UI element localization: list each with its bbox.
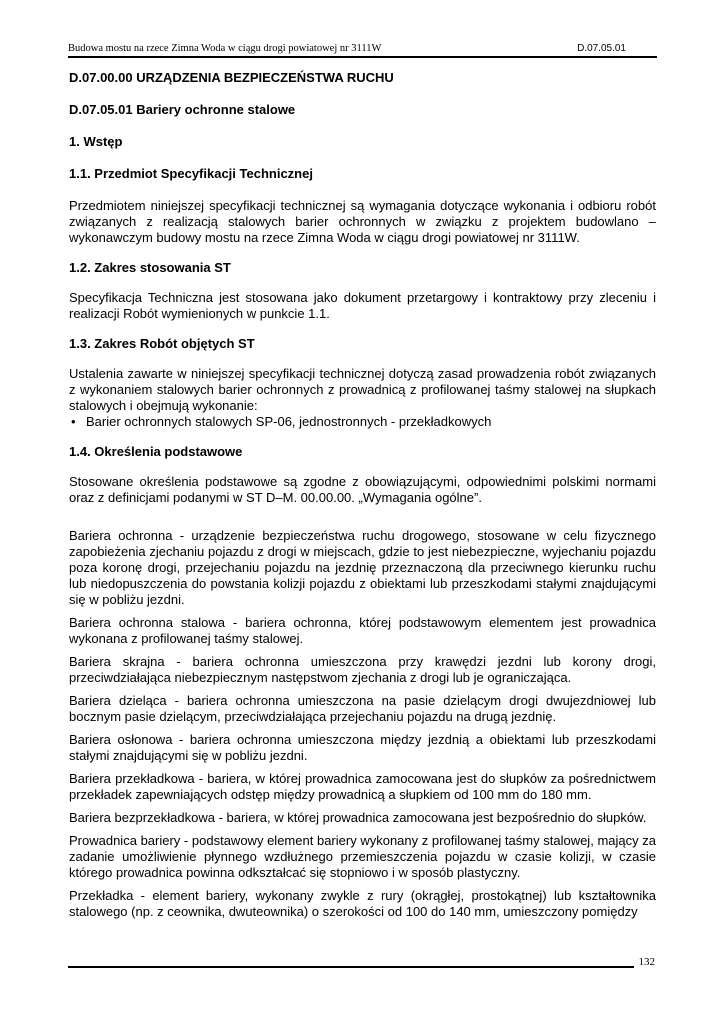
- document-body: [69, 66, 656, 920]
- definition-paragraph: Przekładka - element bariery, wykonany zwykle z rury (okrągłej, prostokątnej) lub kształtownika stalowego (np. z ceownika, dwuteownika) o szerokości od 100 do 140 mm, umieszczony pomiędzy: [69, 888, 656, 919]
- definition-paragraph: Prowadnica bariery - podstawowy element bariery wykonany z profilowanej taśmy stalowej, mający za zadanie umożliwienie płynnego wzdłużnego przemieszczenia pojazdu w czasie kolizji, w czasie którego prowadnica powinna odkształcać się stopniowo i w sposób plastyczny.: [69, 833, 656, 880]
- list-item: [69, 414, 656, 430]
- page-number: 132: [638, 956, 655, 968]
- section-heading-1-3: 1.3. Zakres Robót objętych ST: [69, 336, 255, 351]
- paragraph-1-1: Przedmiotem niniejszej specyfikacji technicznej są wymagania dotyczące wykonania i odbioru robót związanych z realizacją stalowych barier ochronnych w związku z projektem budowlano – wykonawczym budowy mostu na rzece Zimna Woda w ciągu drogi powiatowej nr 3111W.: [69, 198, 656, 245]
- header-code: D.07.05.01: [577, 43, 626, 54]
- section-heading-1-2: 1.2. Zakres stosowania ST: [69, 260, 231, 275]
- list-item-text: Barier ochronnych stalowych SP-06, jednostronnych - przekładkowych: [86, 414, 492, 429]
- definition-paragraph: Bariera bezprzekładkowa - bariera, w której prowadnica zamocowana jest bezpośrednio do słupków.: [69, 810, 647, 825]
- paragraph-1-3: Ustalenia zawarte w niniejszej specyfikacji technicznej dotyczą zasad prowadzenia robót związanych z wykonaniem stalowych barier ochronnych z prowadnicą z profilowanej taśmy stalowej na słupkach stalowych i obejmują wykonanie:: [69, 366, 656, 413]
- footer-rule: [68, 966, 634, 968]
- sub-heading: D.07.05.01 Bariery ochronne stalowe: [69, 102, 296, 117]
- header-rule: [68, 56, 657, 58]
- page-header: [68, 43, 656, 54]
- bullet-icon: •: [71, 414, 76, 429]
- section-heading-1-1: 1.1. Przedmiot Specyfikacji Technicznej: [69, 166, 313, 181]
- section-heading-1: 1. Wstęp: [69, 134, 123, 149]
- paragraph-1-2: Specyfikacja Techniczna jest stosowana jako dokument przetargowy i kontraktowy przy zleceniu i realizacji Robót wymienionych w punkcie 1.1.: [69, 290, 656, 321]
- section-heading-1-4: 1.4. Określenia podstawowe: [69, 444, 243, 459]
- main-heading: D.07.00.00 URZĄDZENIA BEZPIECZEŃSTWA RUCHU: [69, 70, 394, 85]
- header-title: Budowa mostu na rzece Zimna Woda w ciągu drogi powiatowej nr 3111W: [68, 43, 382, 54]
- definition-paragraph: Bariera dzieląca - bariera ochronna umieszczona na pasie dzielącym drogi dwujezdniowej lub bocznym pasie dzielącym, przeciwdziałająca przejechaniu pojazdu na drugą jezdnię.: [69, 693, 656, 724]
- definition-paragraph: Bariera osłonowa - bariera ochronna umieszczona między jezdnią a obiektami lub przeszkodami stałymi znajdującymi się w pobliżu jezdni.: [69, 732, 656, 763]
- paragraph-1-4: Stosowane określenia podstawowe są zgodne z obowiązującymi, odpowiednimi polskimi normami oraz z definicjami podanymi w ST D–M. 00.00.00. „Wymagania ogólne”.: [69, 474, 656, 505]
- definition-paragraph: Bariera przekładkowa - bariera, w której prowadnica zamocowana jest do słupków za pośrednictwem przekładek zapewniających odstęp między prowadnicą a słupkiem od 100 mm do 180 mm.: [69, 771, 656, 802]
- definition-paragraph: Bariera ochronna - urządzenie bezpieczeństwa ruchu drogowego, stosowane w celu fizycznego zapobieżenia zjechaniu pojazdu z drogi w miejscach, gdzie to jest niebezpieczne, wyjechaniu pojazdu poza koronę drogi, przejechaniu pojazdu na jezdnię przeznaczoną dla przeciwnego kierunku ruchu lub niedopuszczenia do powstania kolizji pojazdu z obiektami lub przeszkodami stałymi znajdującymi się w pobliżu jezdni.: [69, 528, 656, 607]
- definition-paragraph: Bariera ochronna stalowa - bariera ochronna, której podstawowym elementem jest prowadnica wykonana z profilowanej taśmy stalowej.: [69, 615, 656, 646]
- definition-paragraph: Bariera skrajna - bariera ochronna umieszczona przy krawędzi jezdni lub korony drogi, przeciwdziałająca niebezpiecznym następstwom zjechania z drogi lub je ograniczająca.: [69, 654, 656, 685]
